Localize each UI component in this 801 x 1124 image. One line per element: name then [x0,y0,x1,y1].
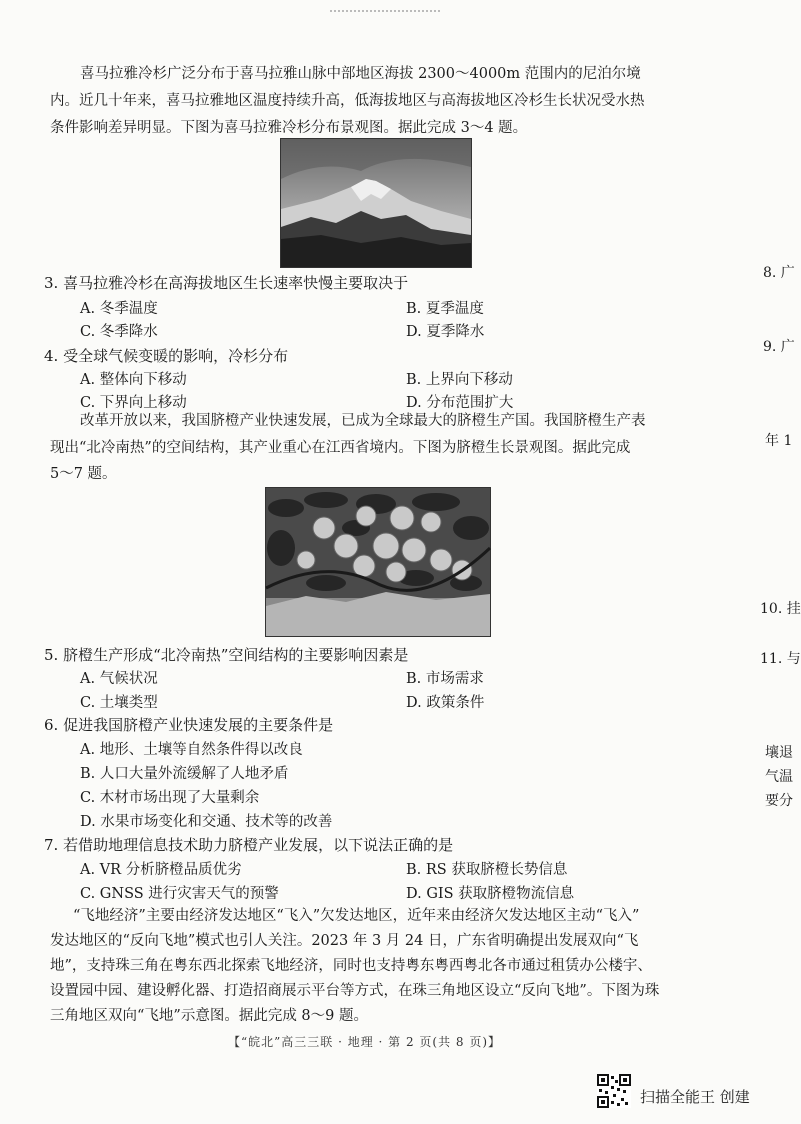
q5-option-b[interactable]: B. 市场需求 [406,671,484,687]
q3-option-b[interactable]: B. 夏季温度 [406,301,484,317]
intro3-line1: “飞地经济”主要由经济发达地区“飞入”欠发达地区，近年来由经济欠发达地区主动“飞入” [73,908,640,924]
edge-fragment: 9. 广 [763,339,795,355]
q6-option-a[interactable]: A. 地形、土壤等自然条件得以改良 [80,742,303,758]
q3-option-a[interactable]: A. 冬季温度 [80,301,158,317]
q5-option-d[interactable]: D. 政策条件 [406,695,485,711]
q4-option-b[interactable]: B. 上界向下移动 [406,372,513,388]
intro1-line2: 内。近几十年来，喜马拉雅地区温度持续升高，低海拔地区与高海拔地区冷杉生长状况受水热 [50,93,645,109]
edge-fragment: 要分 [765,793,793,809]
q6-option-c[interactable]: C. 木材市场出现了大量剩余 [80,790,260,806]
qr-code-icon [597,1074,631,1108]
edge-fragment: 气温 [765,769,793,785]
q7-option-b[interactable]: B. RS 获取脐橙长势信息 [406,862,568,878]
edge-fragment: 年 1 [765,433,793,449]
edge-fragment: 10. 挂 [760,601,801,617]
q5-stem: 5. 脐橙生产形成“北冷南热”空间结构的主要影响因素是 [44,646,409,664]
intro1-line1: 喜马拉雅冷杉广泛分布于喜马拉雅山脉中部地区海拔 2300～4000m 范围内的尼泊尔境 [80,66,641,82]
intro2-line1: 改革开放以来，我国脐橙产业快速发展，已成为全球最大的脐橙生产国。我国脐橙生产表 [80,413,646,429]
page-footer: 【“皖北”高三三联 · 地理 · 第 2 页(共 8 页)】 [228,1035,502,1049]
q3-option-c[interactable]: C. 冬季降水 [80,324,158,340]
q4-option-a[interactable]: A. 整体向下移动 [80,372,187,388]
intro2-line2: 现出“北冷南热”的空间结构，其产业重心在江西省境内。下图为脐橙生长景观图。据此完成 [50,440,631,456]
scan-noise [330,10,440,15]
intro3-line5: 三角地区双向“飞地”示意图。据此完成 8～9 题。 [50,1008,368,1024]
q5-option-c[interactable]: C. 土壤类型 [80,695,158,711]
q6-option-b[interactable]: B. 人口大量外流缓解了人地矛盾 [80,766,289,782]
himalayan-fir-photo [280,138,472,268]
q3-stem: 3. 喜马拉雅冷杉在高海拔地区生长速率快慢主要取决于 [44,274,409,292]
q4-option-d[interactable]: D. 分布范围扩大 [406,395,514,411]
edge-fragment: 11. 与 [760,651,801,667]
q7-option-c[interactable]: C. GNSS 进行灾害天气的预警 [80,886,279,902]
intro3-line2: 发达地区的“反向飞地”模式也引人关注。2023 年 3 月 24 日，广东省明确提出发展双向“飞 [50,933,639,949]
q6-stem: 6. 促进我国脐橙产业快速发展的主要条件是 [44,716,334,734]
q3-option-d[interactable]: D. 夏季降水 [406,324,485,340]
q7-option-a[interactable]: A. VR 分析脐橙品质优劣 [80,862,242,878]
q6-option-d[interactable]: D. 水果市场变化和交通、技术等的改善 [80,814,333,830]
q4-option-c[interactable]: C. 下界向上移动 [80,395,187,411]
q5-option-a[interactable]: A. 气候状况 [80,671,158,687]
q4-stem: 4. 受全球气候变暖的影响，冷杉分布 [44,347,289,365]
navel-orange-photo [265,487,491,637]
q7-option-d[interactable]: D. GIS 获取脐橙物流信息 [406,886,575,902]
intro1-line3: 条件影响差异明显。下图为喜马拉雅冷杉分布景观图。据此完成 3～4 题。 [50,120,528,136]
edge-fragment: 8. 广 [763,265,795,281]
intro3-line4: 设置园中园、建设孵化器、打造招商展示平台等方式，在珠三角地区设立“反向飞地”。下图为珠 [50,983,660,999]
scanner-brand-label: 扫描全能王 创建 [640,1088,750,1106]
intro3-line3: 地”，支持珠三角在粤东西北探索飞地经济，同时也支持粤东粤西粤北各市通过租赁办公楼宇、 [50,958,652,974]
q7-stem: 7. 若借助地理信息技术助力脐橙产业发展，以下说法正确的是 [44,836,454,854]
intro2-line3: 5～7 题。 [50,466,117,482]
edge-fragment: 壤退 [765,745,793,761]
